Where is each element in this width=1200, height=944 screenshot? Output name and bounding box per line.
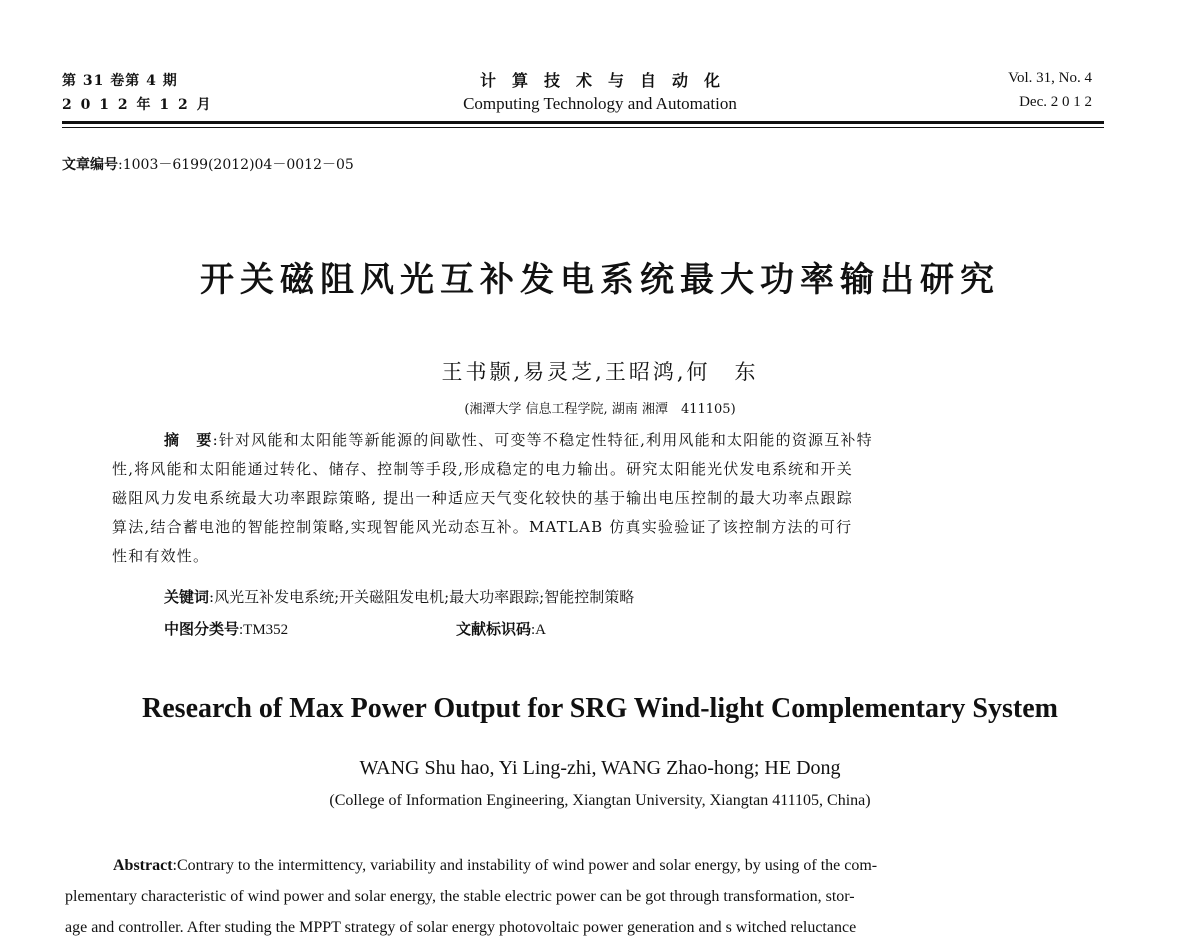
keywords-cn-label: 关键词 bbox=[164, 588, 210, 606]
affiliation-cn: (湘潭大学 信息工程学院, 湖南 湘潭 411105) bbox=[464, 402, 736, 417]
abstract-cn-line: 算法,结合蓄电池的智能控制策略,实现智能风光动态互补。MATLAB 仿真实验验证了该控制方法的可行 bbox=[112, 518, 853, 536]
abstract-en-line: plementary characteristic of wind power and solar energy, the stable electric power can be got through transformation, stor- bbox=[65, 888, 855, 905]
abstract-en-line: Abstract:Contrary to the intermittency, variability and instability of wind power and solar energy, by using of the com- bbox=[113, 857, 878, 874]
abstract-cn-line: 摘 要:针对风能和太阳能等新能源的间歇性、可变等不稳定性特征,利用风能和太阳能的资源互补特 bbox=[164, 431, 873, 449]
classification-number bbox=[164, 618, 288, 639]
article-number-value: :1003－6199(2012)04－0012－05 bbox=[118, 157, 354, 173]
classification-value: :TM352 bbox=[239, 622, 289, 638]
publication-date-en: Dec. 2 0 1 2 bbox=[1019, 94, 1092, 110]
classification-label: 中图分类号 bbox=[164, 620, 240, 638]
abstract-en-line: age and controller. After studing the MPPT strategy of solar energy photovoltaic power generation and s witched reluctance bbox=[65, 919, 857, 936]
abstract-en-label: Abstract bbox=[113, 857, 173, 874]
title-en: Research of Max Power Output for SRG Wind-light Complementary System bbox=[142, 693, 1058, 724]
volume-issue-en: Vol. 31, No. 4 bbox=[1008, 70, 1092, 86]
abstract-cn bbox=[112, 426, 1052, 571]
document-code-value: :A bbox=[531, 622, 547, 638]
keywords-cn-value: :风光互补发电系统;开关磁阻发电机;最大功率跟踪;智能控制策略 bbox=[209, 588, 635, 606]
header-rule-thick bbox=[62, 121, 1104, 124]
article-number bbox=[62, 154, 354, 174]
publication-date-cn: 2 0 1 2 年 1 2 月 bbox=[62, 97, 213, 113]
journal-name-en: Computing Technology and Automation bbox=[463, 94, 737, 113]
volume-issue-cn: 第 31 卷第 4 期 bbox=[62, 73, 178, 89]
article-number-label: 文章编号 bbox=[62, 157, 118, 173]
title-cn: 开关磁阻风光互补发电系统最大功率输出研究 bbox=[200, 260, 1000, 300]
header-rule-thin bbox=[62, 127, 1104, 128]
document-code bbox=[456, 618, 546, 639]
abstract-cn-line: 性和有效性。 bbox=[112, 547, 210, 565]
document-code-label: 文献标识码 bbox=[456, 620, 532, 638]
journal-name-cn: 计 算 技 术 与 自 动 化 bbox=[479, 71, 720, 90]
keywords-cn bbox=[164, 586, 634, 607]
abstract-en bbox=[65, 850, 1105, 943]
abstract-cn-label: 摘 要 bbox=[164, 431, 213, 449]
authors-en: WANG Shu hao, Yi Ling-zhi, WANG Zhao-hong; HE Dong bbox=[359, 757, 841, 779]
abstract-cn-line: 磁阻风力发电系统最大功率跟踪策略, 提出一种适应天气变化较快的基于输出电压控制的最大功率点跟踪 bbox=[112, 489, 853, 507]
affiliation-en: (College of Information Engineering, Xiangtan University, Xiangtan 411105, China) bbox=[329, 792, 871, 809]
abstract-cn-line: 性,将风能和太阳能通过转化、储存、控制等手段,形成稳定的电力输出。研究太阳能光伏发电系统和开关 bbox=[112, 460, 853, 478]
authors-cn: 王书颢,易灵芝,王昭鸿,何 东 bbox=[441, 360, 759, 384]
